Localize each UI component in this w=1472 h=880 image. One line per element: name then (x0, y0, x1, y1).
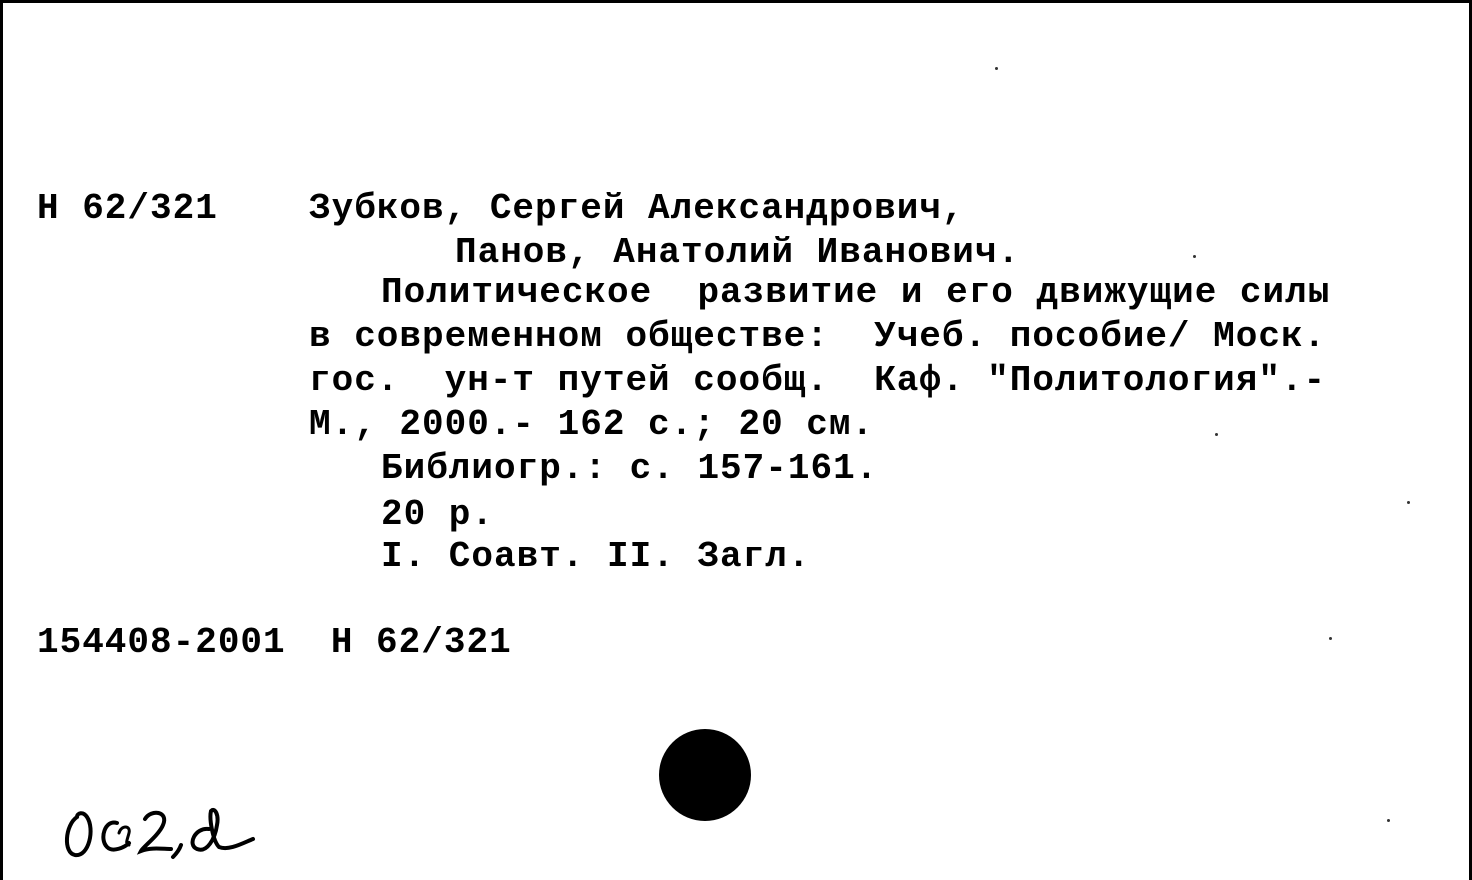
title-line-1: Политическое развитие и его движущие силы (381, 272, 1331, 313)
call-number-top: Н 62/321 (37, 188, 218, 229)
price: 20 р. (381, 494, 495, 535)
inventory-number: 154408-2001 Н 62/321 (37, 622, 512, 663)
scan-speck (1407, 501, 1410, 504)
scan-speck (1387, 819, 1390, 822)
scan-speck (1329, 637, 1332, 640)
title-line-3: гос. ун-т путей сообщ. Каф. "Политология".- (309, 360, 1327, 401)
handwritten-note-signature (59, 795, 259, 865)
bibliography-note: Библиогр.: с. 157-161. (381, 448, 879, 489)
title-line-2: в современном обществе: Учеб. пособие/ Моск. (309, 316, 1327, 357)
scan-speck (1193, 255, 1196, 258)
tracings: I. Соавт. II. Загл. (381, 536, 811, 577)
coauthor-heading: Панов, Анатолий Иванович. (455, 232, 1021, 273)
scan-speck (1215, 433, 1218, 436)
title-line-4: М., 2000.- 162 с.; 20 см. (309, 404, 875, 445)
card-punch-hole (659, 729, 751, 821)
scan-speck (995, 67, 998, 70)
author-heading: Зубков, Сергей Александрович, (309, 188, 965, 229)
